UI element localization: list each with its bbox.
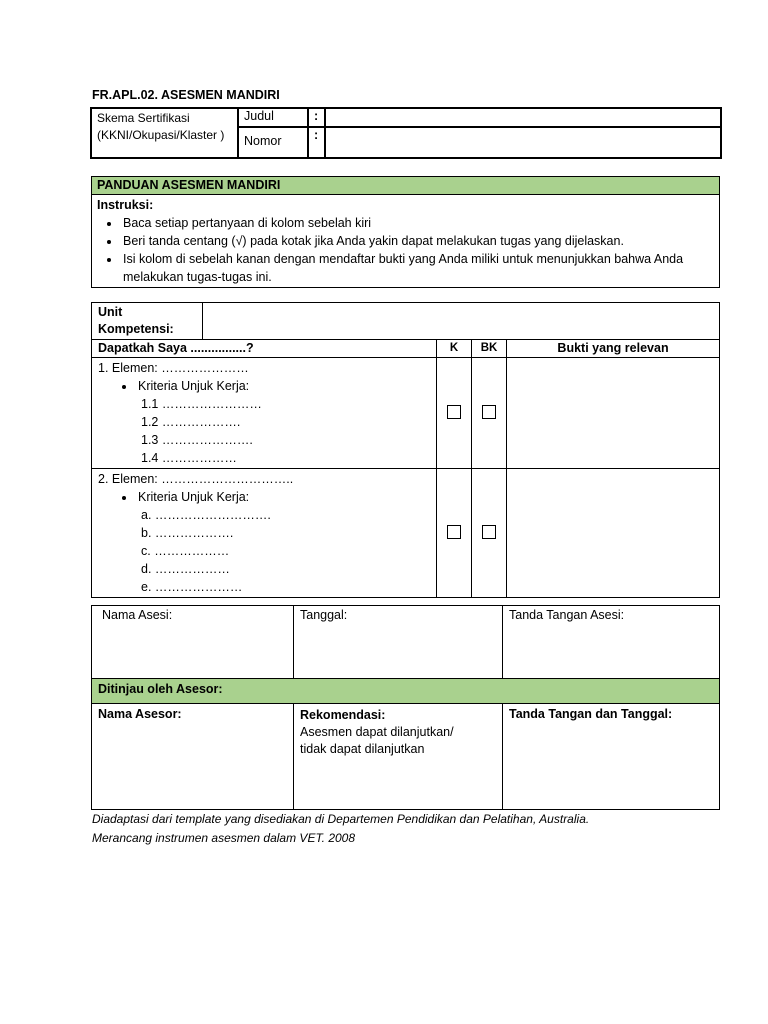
element-1-bk-checkbox[interactable] — [482, 405, 496, 419]
element-1-k-checkbox[interactable] — [447, 405, 461, 419]
judul-colon: : — [308, 108, 325, 127]
instruction-item: • Baca setiap pertanyaan di kolom sebelah kiri — [121, 214, 714, 232]
element-2-label: 2. Elemen: ………………………….. — [98, 472, 294, 486]
scheme-label: Skema Sertifikasi (KKNI/Okupasi/Klaster ) — [97, 111, 225, 142]
recommendation-option-2: tidak dapat dilanjutkan — [300, 742, 425, 756]
footnote-line-1: Diadaptasi dari template yang disediakan di Departemen Pendidikan dan Pelatihan, Australia. — [92, 812, 590, 826]
guide-heading: PANDUAN ASESMEN MANDIRI — [92, 177, 720, 195]
instruction-label: Instruksi: — [97, 198, 154, 212]
criteria-item: 1.2 ………………. — [141, 415, 241, 429]
unit-value-field[interactable] — [203, 303, 720, 340]
guide-table — [91, 176, 720, 288]
unit-table — [91, 302, 720, 598]
instruction-list — [97, 214, 714, 286]
ttd-asesi-cell[interactable] — [503, 606, 720, 679]
element-1-evidence-field[interactable] — [507, 358, 720, 469]
nama-asesi-cell[interactable] — [92, 606, 294, 679]
footnote-line-2: Merancang instrumen asesmen dalam VET. 2008 — [92, 831, 356, 845]
element-1-label: 1. Elemen: ………………… — [98, 361, 249, 375]
scheme-label-cell — [91, 108, 238, 158]
criteria-item: c. ……………… — [141, 544, 230, 558]
criteria-item: 1.3 …………………. — [141, 433, 253, 447]
tanggal-label: Tanggal: — [300, 608, 348, 622]
element-1-k-cell — [437, 358, 472, 469]
instruction-item: • Isi kolom di sebelah kanan dengan mendaftar bukti yang Anda miliki untuk menunjukkan bahwa Anda melakukan tugas-tugas ini. — [121, 250, 714, 286]
element-2-evidence-field[interactable] — [507, 469, 720, 598]
element-1-criteria — [98, 395, 430, 467]
col-question-header: Dapatkah Saya ................? — [92, 340, 437, 358]
nomor-colon: : — [308, 127, 325, 158]
reviewed-by-heading: Ditinjau oleh Asesor: — [92, 679, 720, 704]
element-1-bk-cell — [472, 358, 507, 469]
nomor-label: Nomor — [238, 127, 308, 158]
recommendation-cell — [294, 704, 503, 810]
judul-label: Judul — [238, 108, 308, 127]
element-2-k-cell — [437, 469, 472, 598]
nomor-value-field[interactable] — [325, 127, 721, 158]
nama-asesor-cell[interactable] — [92, 704, 294, 810]
criteria-item: d. ……………… — [141, 562, 230, 576]
recommendation-option-1: Asesmen dapat dilanjutkan/ — [300, 725, 454, 739]
tanggal-cell[interactable] — [294, 606, 503, 679]
judul-value-field[interactable] — [325, 108, 721, 127]
unit-label — [92, 303, 203, 340]
nama-asesor-label: Nama Asesor: — [98, 707, 182, 721]
scheme-table — [90, 107, 722, 159]
element-1-kuk — [98, 377, 430, 395]
kuk-label: • Kriteria Unjuk Kerja: — [136, 377, 430, 395]
nama-asesi-label: Nama Asesi: — [102, 608, 173, 622]
col-bukti-header: Bukti yang relevan — [507, 340, 720, 358]
element-1-cell — [92, 358, 437, 469]
element-2-criteria — [98, 506, 430, 596]
col-k-header: K — [437, 340, 472, 358]
criteria-item: a. ………………………. — [141, 508, 271, 522]
col-bk-header: BK — [472, 340, 507, 358]
ttd-tanggal-cell[interactable] — [503, 704, 720, 810]
criteria-item: e. ………………… — [141, 580, 243, 594]
guide-body — [92, 195, 720, 288]
form-title: FR.APL.02. ASESMEN MANDIRI — [92, 88, 280, 102]
element-2-cell — [92, 469, 437, 598]
ttd-asesi-label: Tanda Tangan Asesi: — [509, 608, 625, 622]
element-2-bk-cell — [472, 469, 507, 598]
kuk-label: • Kriteria Unjuk Kerja: — [136, 488, 430, 506]
criteria-item: 1.1 …………………… — [141, 397, 262, 411]
element-2-k-checkbox[interactable] — [447, 525, 461, 539]
element-2-kuk — [98, 488, 430, 506]
element-2-bk-checkbox[interactable] — [482, 525, 496, 539]
criteria-item: 1.4 ……………… — [141, 451, 237, 465]
criteria-item: b. ………………. — [141, 526, 234, 540]
unit-label-text: Unit Kompetensi: — [98, 305, 174, 336]
signature-table — [91, 605, 720, 810]
ttd-tanggal-label: Tanda Tangan dan Tanggal: — [509, 707, 673, 721]
recommendation-label: Rekomendasi: — [300, 708, 386, 722]
instruction-item: • Beri tanda centang (√) pada kotak jika Anda yakin dapat melakukan tugas yang dijelaskan. — [121, 232, 714, 250]
